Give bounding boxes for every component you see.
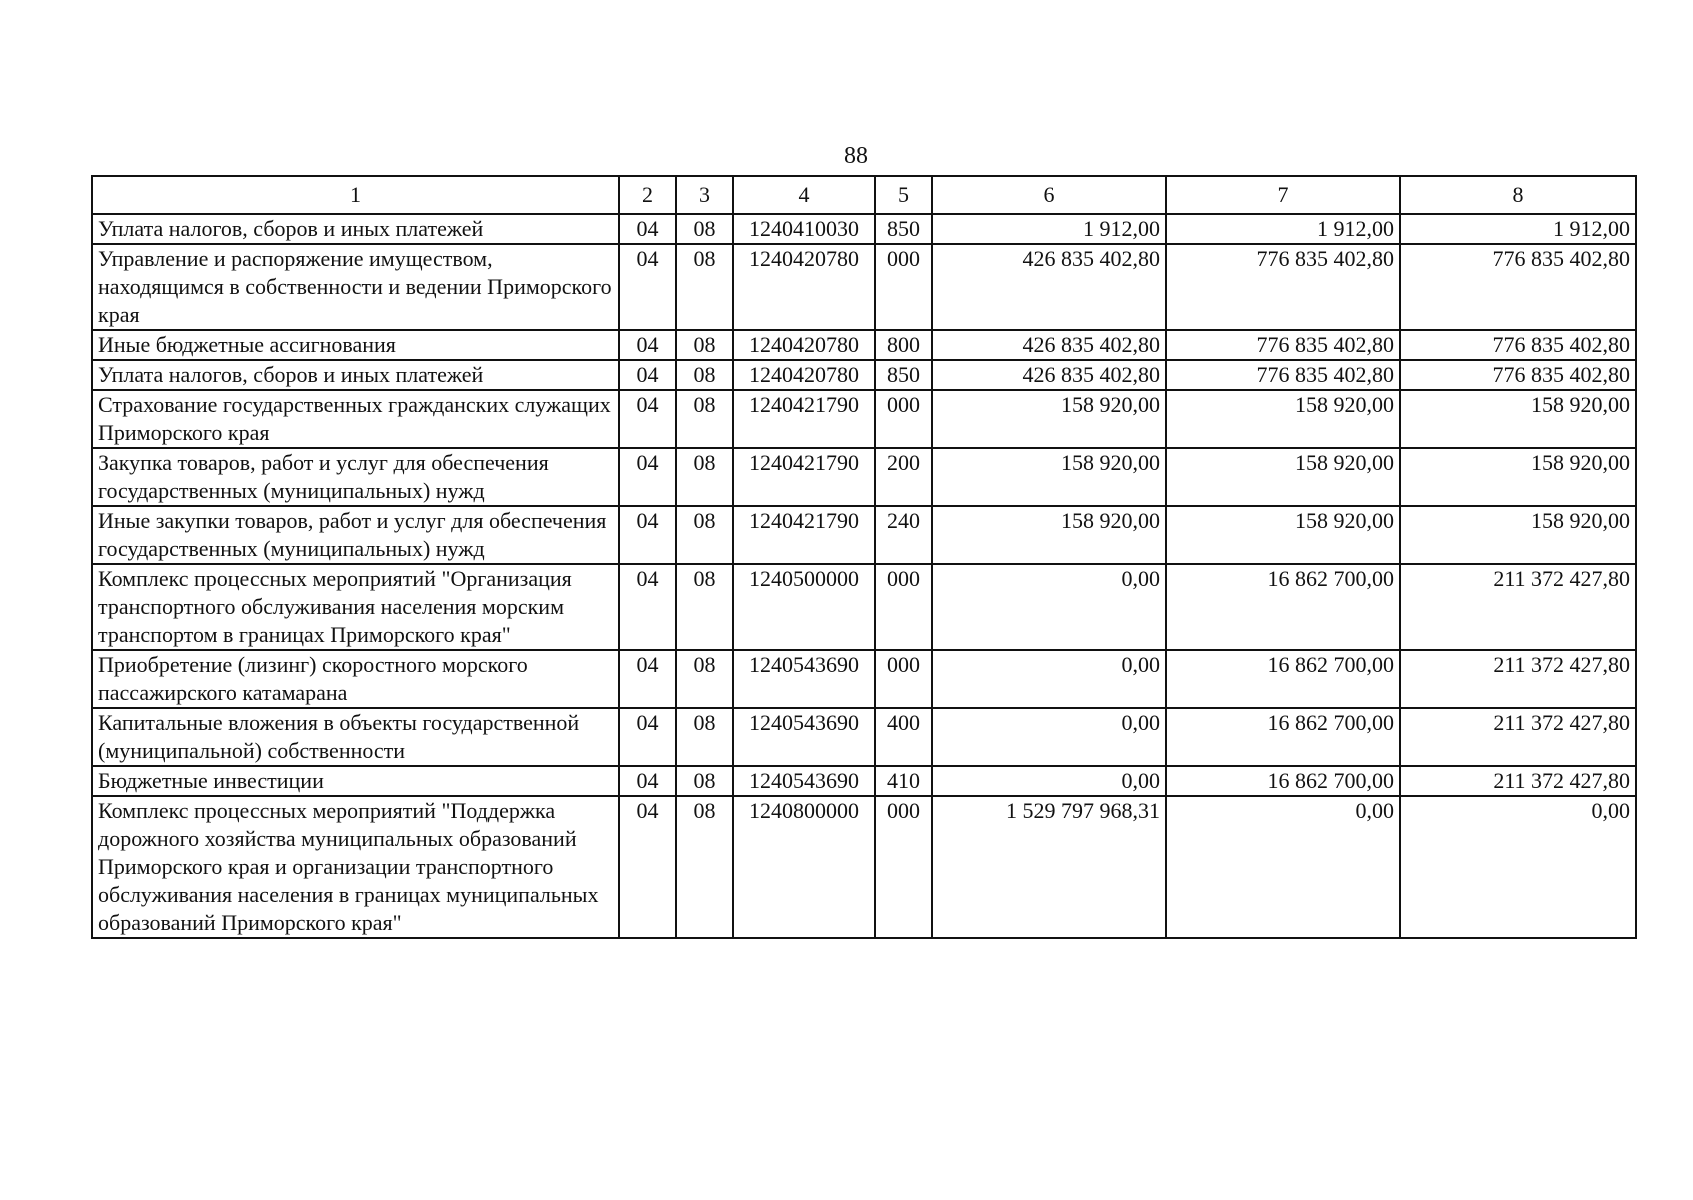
- row-amount-7: 0,00: [1166, 796, 1400, 938]
- page-number: 88: [844, 143, 868, 169]
- row-subsection: 08: [676, 708, 733, 766]
- row-name: Капитальные вложения в объекты государственной (муниципальной) собственности: [92, 708, 619, 766]
- header-col-5: 5: [875, 176, 932, 214]
- row-target-article: 1240410030: [733, 214, 875, 244]
- row-amount-6: 0,00: [932, 766, 1166, 796]
- header-col-2: 2: [619, 176, 676, 214]
- header-col-8: 8: [1400, 176, 1636, 214]
- row-amount-7: 16 862 700,00: [1166, 650, 1400, 708]
- row-amount-8: 211 372 427,80: [1400, 564, 1636, 650]
- row-amount-6: 158 920,00: [932, 390, 1166, 448]
- row-subsection: 08: [676, 330, 733, 360]
- row-amount-8: 211 372 427,80: [1400, 650, 1636, 708]
- table-row: [92, 564, 1636, 650]
- row-amount-7: 1 912,00: [1166, 214, 1400, 244]
- row-subsection: 08: [676, 766, 733, 796]
- row-amount-6: 0,00: [932, 564, 1166, 650]
- row-amount-6: 1 912,00: [932, 214, 1166, 244]
- budget-table: [91, 175, 1637, 939]
- row-expense-type: 850: [875, 360, 932, 390]
- row-expense-type: 000: [875, 390, 932, 448]
- header-col-7: 7: [1166, 176, 1400, 214]
- row-name: Иные бюджетные ассигнования: [92, 330, 619, 360]
- row-amount-7: 16 862 700,00: [1166, 766, 1400, 796]
- table-row: [92, 766, 1636, 796]
- row-subsection: 08: [676, 214, 733, 244]
- row-target-article: 1240421790: [733, 506, 875, 564]
- row-name: Бюджетные инвестиции: [92, 766, 619, 796]
- row-amount-8: 0,00: [1400, 796, 1636, 938]
- row-target-article: 1240421790: [733, 448, 875, 506]
- row-target-article: 1240421790: [733, 390, 875, 448]
- row-expense-type: 800: [875, 330, 932, 360]
- row-target-article: 1240420780: [733, 244, 875, 330]
- header-col-4: 4: [733, 176, 875, 214]
- row-section: 04: [619, 390, 676, 448]
- row-subsection: 08: [676, 448, 733, 506]
- row-section: 04: [619, 214, 676, 244]
- row-amount-7: 776 835 402,80: [1166, 330, 1400, 360]
- table-row: [92, 448, 1636, 506]
- row-subsection: 08: [676, 390, 733, 448]
- table-row: [92, 214, 1636, 244]
- row-section: 04: [619, 708, 676, 766]
- row-amount-8: 1 912,00: [1400, 214, 1636, 244]
- table-row: [92, 244, 1636, 330]
- row-expense-type: 000: [875, 244, 932, 330]
- header-col-1: 1: [92, 176, 619, 214]
- row-section: 04: [619, 448, 676, 506]
- row-expense-type: 000: [875, 564, 932, 650]
- row-section: 04: [619, 564, 676, 650]
- table-row: [92, 390, 1636, 448]
- row-expense-type: 240: [875, 506, 932, 564]
- row-amount-8: 158 920,00: [1400, 390, 1636, 448]
- row-amount-8: 776 835 402,80: [1400, 244, 1636, 330]
- row-amount-6: 426 835 402,80: [932, 360, 1166, 390]
- row-amount-8: 776 835 402,80: [1400, 330, 1636, 360]
- row-name: Комплекс процессных мероприятий "Поддержка дорожного хозяйства муниципальных образований Приморского края и организации транспортного обслуживания населения в границах муниципальных образований Приморского края": [92, 796, 619, 938]
- table-row: [92, 506, 1636, 564]
- row-section: 04: [619, 244, 676, 330]
- row-expense-type: 850: [875, 214, 932, 244]
- row-name: Комплекс процессных мероприятий "Организация транспортного обслуживания населения морским транспортом в границах Приморского края": [92, 564, 619, 650]
- header-col-3: 3: [676, 176, 733, 214]
- row-section: 04: [619, 506, 676, 564]
- row-target-article: 1240420780: [733, 360, 875, 390]
- row-subsection: 08: [676, 650, 733, 708]
- row-expense-type: 000: [875, 796, 932, 938]
- table-row: [92, 708, 1636, 766]
- row-subsection: 08: [676, 506, 733, 564]
- row-amount-8: 158 920,00: [1400, 506, 1636, 564]
- table-row: [92, 796, 1636, 938]
- row-amount-7: 776 835 402,80: [1166, 244, 1400, 330]
- row-amount-7: 16 862 700,00: [1166, 564, 1400, 650]
- table-row: [92, 360, 1636, 390]
- table-header-row: [92, 176, 1636, 214]
- row-expense-type: 200: [875, 448, 932, 506]
- row-expense-type: 410: [875, 766, 932, 796]
- row-subsection: 08: [676, 360, 733, 390]
- row-amount-8: 776 835 402,80: [1400, 360, 1636, 390]
- row-name: Иные закупки товаров, работ и услуг для обеспечения государственных (муниципальных) нужд: [92, 506, 619, 564]
- row-expense-type: 000: [875, 650, 932, 708]
- row-amount-8: 158 920,00: [1400, 448, 1636, 506]
- row-name: Закупка товаров, работ и услуг для обеспечения государственных (муниципальных) нужд: [92, 448, 619, 506]
- row-section: 04: [619, 330, 676, 360]
- row-amount-6: 426 835 402,80: [932, 330, 1166, 360]
- row-amount-7: 158 920,00: [1166, 390, 1400, 448]
- row-name: Уплата налогов, сборов и иных платежей: [92, 360, 619, 390]
- row-name: Уплата налогов, сборов и иных платежей: [92, 214, 619, 244]
- row-name: Приобретение (лизинг) скоростного морского пассажирского катамарана: [92, 650, 619, 708]
- row-subsection: 08: [676, 796, 733, 938]
- row-amount-6: 158 920,00: [932, 448, 1166, 506]
- row-amount-6: 158 920,00: [932, 506, 1166, 564]
- row-subsection: 08: [676, 564, 733, 650]
- row-amount-7: 776 835 402,80: [1166, 360, 1400, 390]
- row-amount-7: 158 920,00: [1166, 448, 1400, 506]
- row-section: 04: [619, 766, 676, 796]
- table-row: [92, 330, 1636, 360]
- row-target-article: 1240543690: [733, 766, 875, 796]
- row-target-article: 1240800000: [733, 796, 875, 938]
- row-expense-type: 400: [875, 708, 932, 766]
- row-section: 04: [619, 650, 676, 708]
- row-target-article: 1240420780: [733, 330, 875, 360]
- row-target-article: 1240543690: [733, 650, 875, 708]
- row-subsection: 08: [676, 244, 733, 330]
- row-target-article: 1240543690: [733, 708, 875, 766]
- table-row: [92, 650, 1636, 708]
- header-col-6: 6: [932, 176, 1166, 214]
- row-amount-6: 0,00: [932, 650, 1166, 708]
- row-target-article: 1240500000: [733, 564, 875, 650]
- row-amount-8: 211 372 427,80: [1400, 708, 1636, 766]
- row-section: 04: [619, 796, 676, 938]
- row-amount-6: 0,00: [932, 708, 1166, 766]
- row-amount-6: 1 529 797 968,31: [932, 796, 1166, 938]
- row-amount-7: 158 920,00: [1166, 506, 1400, 564]
- row-amount-8: 211 372 427,80: [1400, 766, 1636, 796]
- row-amount-7: 16 862 700,00: [1166, 708, 1400, 766]
- row-name: Страхование государственных гражданских служащих Приморского края: [92, 390, 619, 448]
- row-name: Управление и распоряжение имуществом, находящимся в собственности и ведении Приморского края: [92, 244, 619, 330]
- row-amount-6: 426 835 402,80: [932, 244, 1166, 330]
- row-section: 04: [619, 360, 676, 390]
